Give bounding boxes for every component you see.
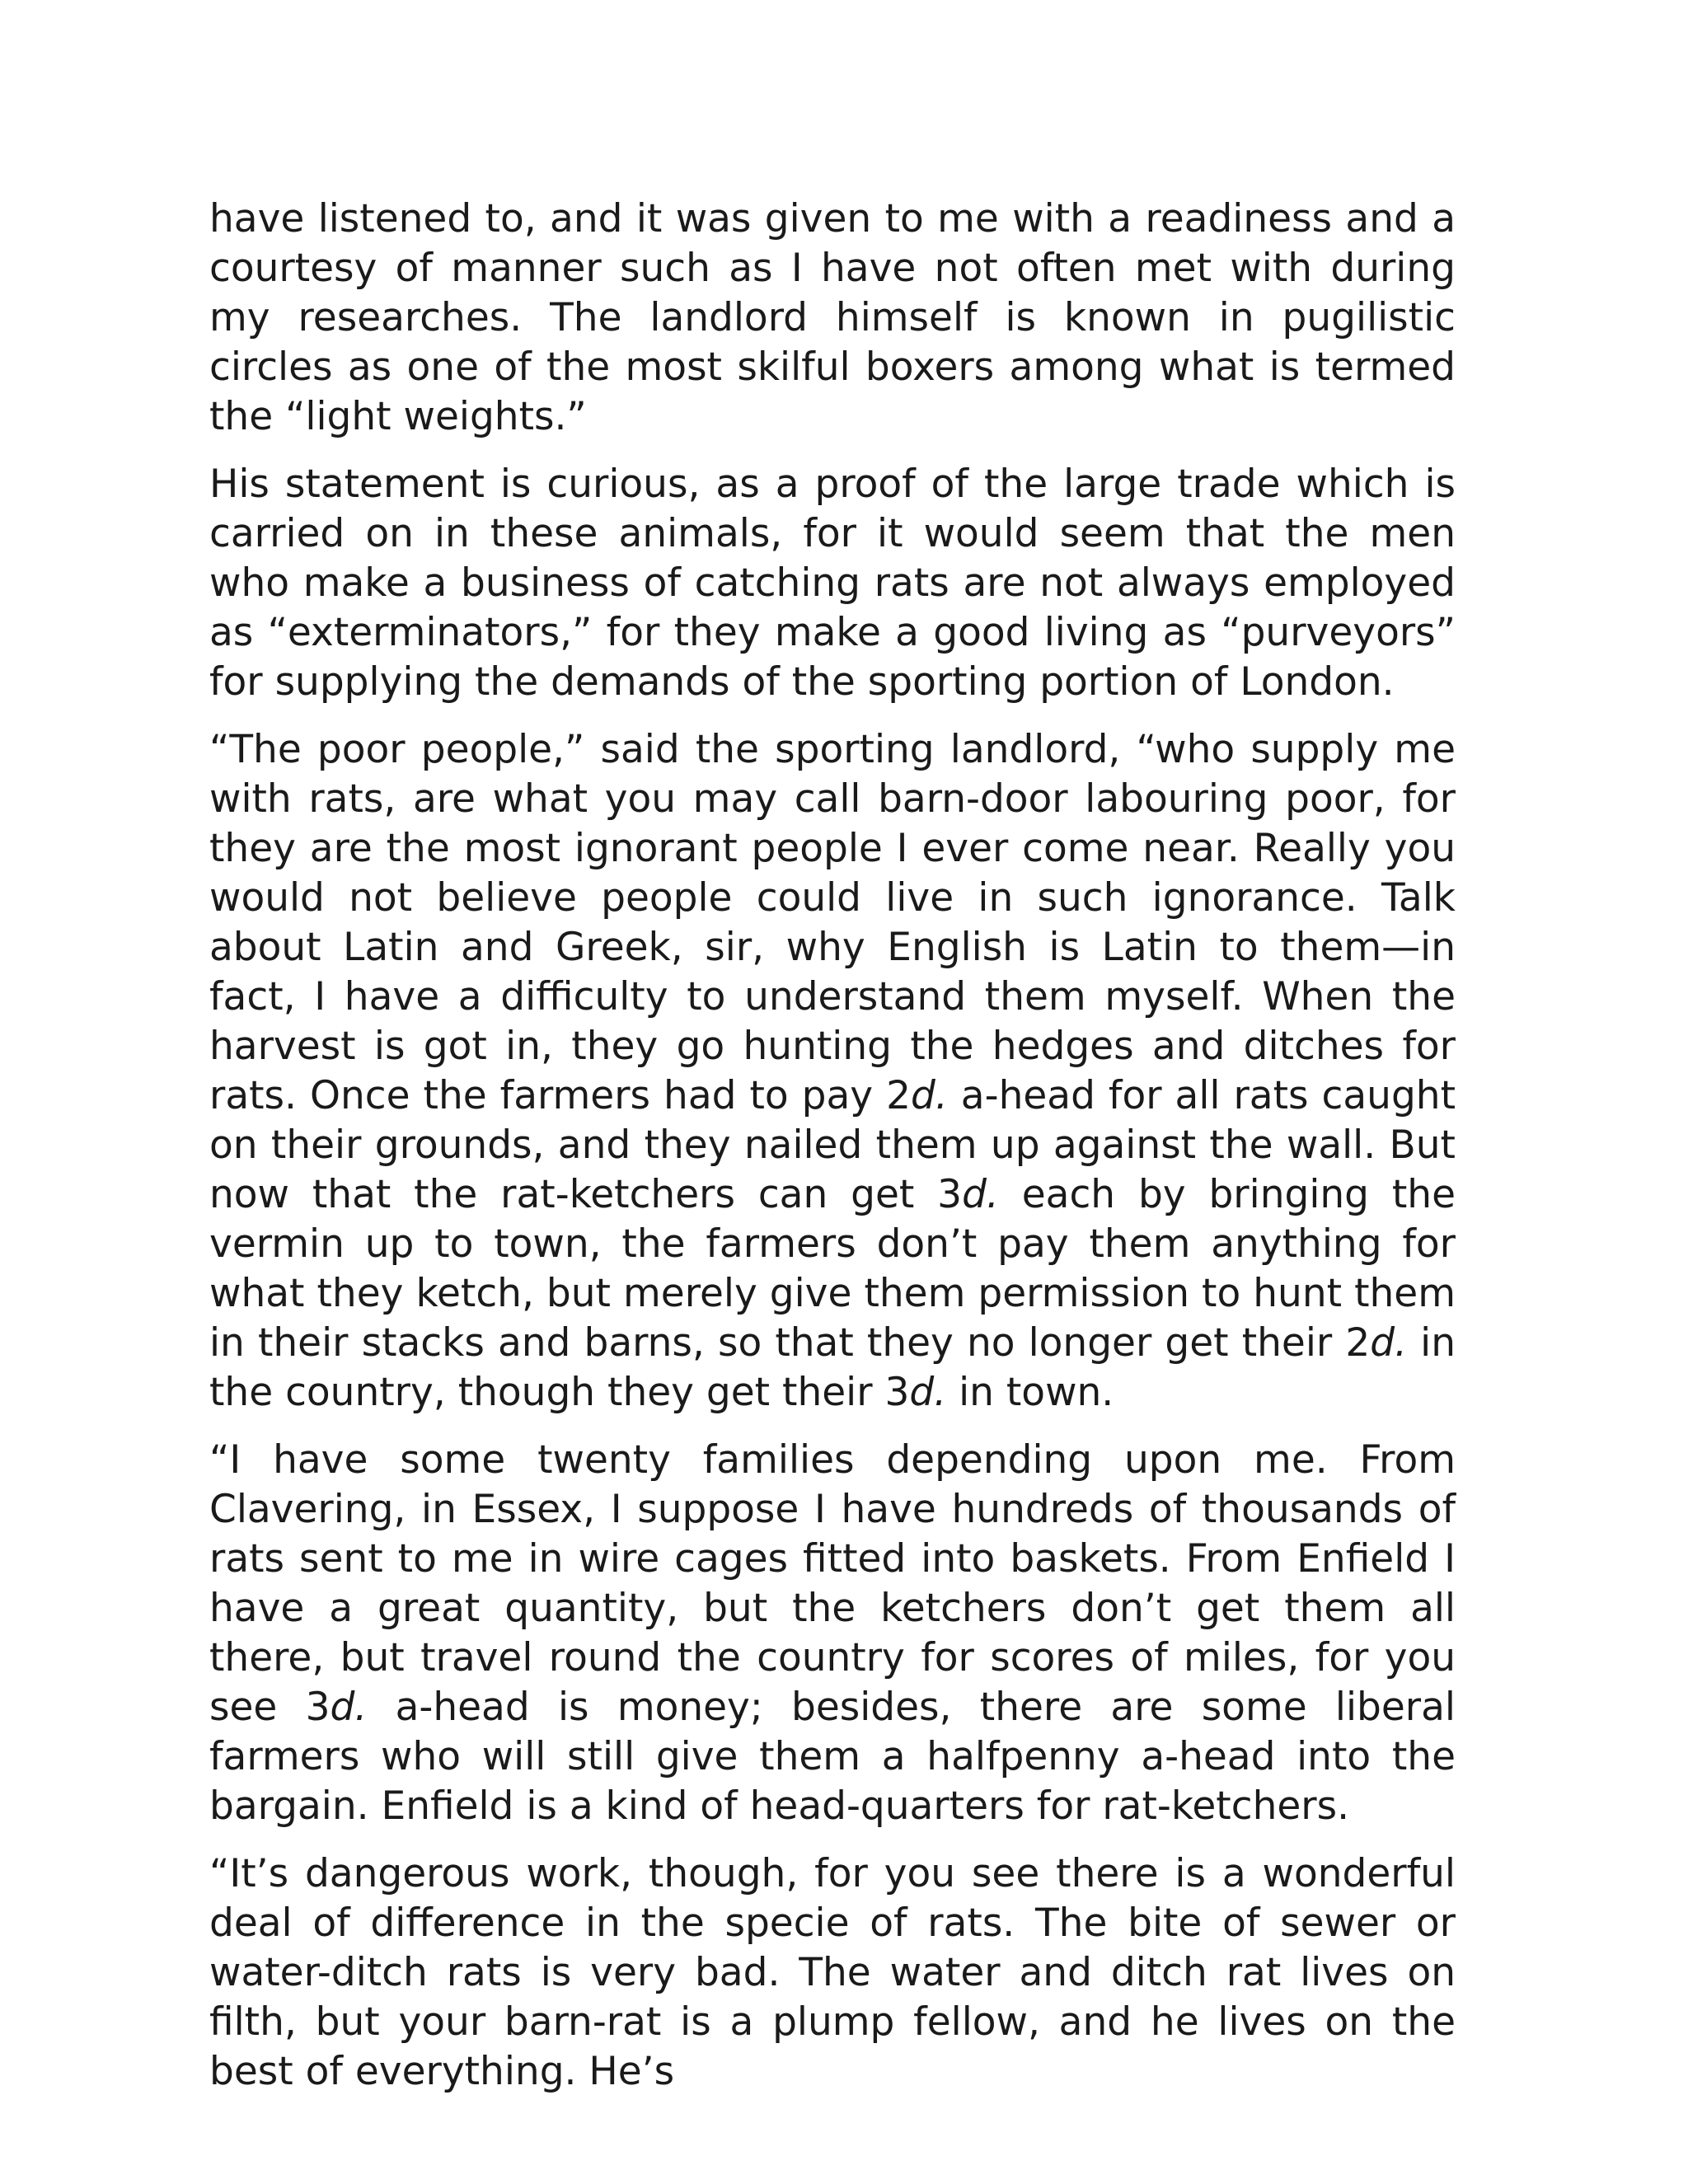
text-segment: have listened to, and it was given to me with a readiness and a courtesy of manner such as I have not often met with during my researches. The landlord himself is known in pugilistic circles as one of the most skilful boxers among what is termed the “light weights.” — [209, 196, 1456, 439]
paragraph-4 — [209, 1436, 1456, 1831]
text-segment: a-head for all rats caught on their grounds, and they nailed them up against the wall. But now that the rat-ketchers can get 3 — [209, 1073, 1456, 1217]
paragraph-2 — [209, 460, 1456, 707]
paragraph-5 — [209, 1849, 1456, 2097]
italic-abbrev: d. — [909, 1370, 947, 1415]
text-segment: each by bringing the vermin up to town, the farmers don’t pay them anything for what they ketch, but merely give them permission to hunt them in their stacks and barns, so that they no longer get their 2 — [209, 1172, 1456, 1366]
paragraph-3 — [209, 725, 1456, 1418]
text-segment: in the country, though they get their 3 — [209, 1320, 1456, 1415]
text-segment: “I have some twenty families depending upon me. From Clavering, in Essex, I suppose I have hundreds of thousands of rats sent to me in wire cages fitted into baskets. From Enfield I have a great quantity, but the ketchers don’t get them all there, but travel round the country for scores of miles, for you see 3 — [209, 1437, 1456, 1730]
paragraph-1 — [209, 194, 1456, 442]
italic-abbrev: d. — [330, 1685, 368, 1730]
text-segment: His statement is curious, as a proof of the large trade which is carried on in these animals, for it would seem that the men who make a business of catching rats are not always employed as “exterminators,” for they make a good living as “purveyors” for supplying the demands of the sporting portion of London. — [209, 462, 1456, 705]
text-segment: “It’s dangerous work, though, for you see there is a wonderful deal of difference in the specie of rats. The bite of sewer or water-ditch rats is very bad. The water and ditch rat lives on filth, but your barn-rat is a plump fellow, and he lives on the best of everything. He’s — [209, 1851, 1456, 2094]
italic-abbrev: d. — [1370, 1320, 1408, 1366]
text-segment: in town. — [946, 1370, 1114, 1415]
text-segment: a-head is money; besides, there are some liberal farmers who will still give them a halfpenny a-head into the bargain. Enfield is a kind of head-quarters for rat-ketchers. — [209, 1685, 1456, 1829]
text-segment: “The poor people,” said the sporting landlord, “who supply me with rats, are what you may call barn-door labouring poor, for they are the most ignorant people I ever come near. Really you would not believe people could live in such ignorance. Talk about Latin and Greek, sir, why English is Latin to them—in fact, I have a difficulty to understand them myself. When the harvest is got in, they go hunting the hedges and ditches for rats. Once the farmers had to pay 2 — [209, 727, 1456, 1118]
book-page — [209, 194, 1456, 2097]
italic-abbrev: d. — [911, 1073, 948, 1118]
italic-abbrev: d. — [962, 1172, 999, 1217]
